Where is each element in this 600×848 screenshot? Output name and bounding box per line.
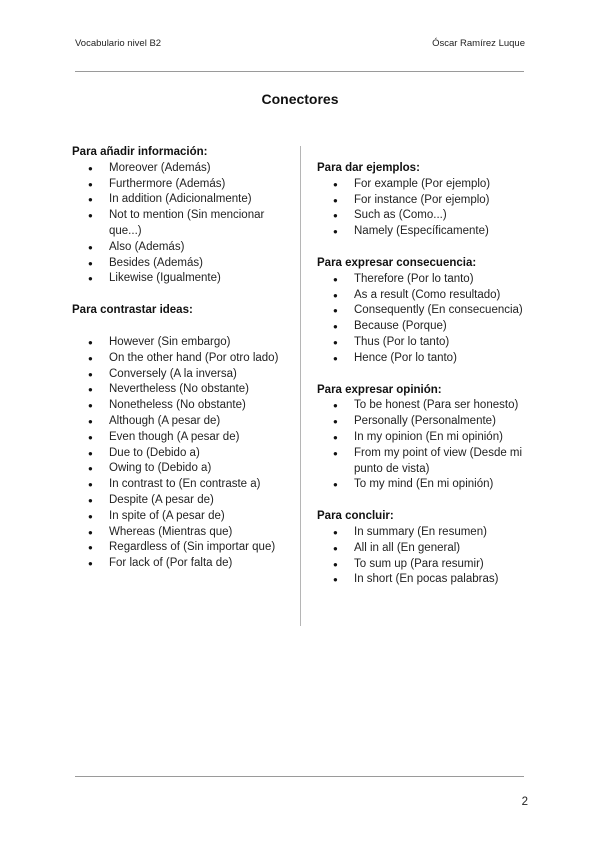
list-item: ● Even though (A pesar de) [72, 430, 287, 446]
list-item: ● Regardless of (Sin importar que) [72, 540, 287, 556]
section-title-adding-info: Para añadir información: [72, 146, 208, 158]
list-item: ● Nevertheless (No obstante) [72, 382, 287, 398]
list-item: ● In my opinion (En mi opinión) [317, 430, 537, 446]
left-column [72, 145, 287, 572]
list-item: ● Owing to (Debido a) [72, 461, 287, 477]
list-item: ● To my mind (En mi opinión) [317, 477, 537, 493]
list-examples [317, 177, 537, 240]
list-conclusion [317, 525, 537, 588]
list-item: ● For lack of (Por falta de) [72, 556, 287, 572]
list-item: ● Furthermore (Además) [72, 177, 287, 193]
list-item: ● In addition (Adicionalmente) [72, 192, 287, 208]
page-title: Conectores [261, 91, 339, 107]
header-left-text: Vocabulario nivel B2 [75, 38, 162, 49]
list-item: ● From my point of view (Desde mi punto de vista) [317, 446, 537, 478]
list-item: ● Likewise (Igualmente) [72, 271, 287, 287]
section-title-contrasting: Para contrastar ideas: [72, 304, 193, 317]
list-item: ● In short (En pocas palabras) [317, 572, 537, 588]
bottom-divider [75, 776, 524, 777]
list-item: ● Also (Además) [72, 240, 287, 256]
list-item: ● Whereas (Mientras que) [72, 525, 287, 541]
list-item: ● As a result (Como resultado) [317, 288, 537, 304]
list-item: ● To be honest (Para ser honesto) [317, 398, 537, 414]
list-item: ● In spite of (A pesar de) [72, 509, 287, 525]
list-item: ● Such as (Como...) [317, 208, 537, 224]
list-item: ● Thus (Por lo tanto) [317, 335, 537, 351]
list-item: ● Besides (Además) [72, 256, 287, 272]
section-title-opinion: Para expresar opinión: [317, 383, 442, 396]
spacer [317, 367, 537, 383]
list-item: ● Hence (Por lo tanto) [317, 351, 537, 367]
list-item: ● All in all (En general) [317, 541, 537, 557]
list-opinion [317, 398, 537, 493]
list-item: ● Therefore (Por lo tanto) [317, 272, 537, 288]
spacer [72, 319, 287, 335]
spacer [317, 240, 537, 256]
list-item: ● Namely (Específicamente) [317, 224, 537, 240]
list-adding-info [72, 161, 287, 287]
list-item: ● In contrast to (En contraste a) [72, 477, 287, 493]
list-item: ● Nonetheless (No obstante) [72, 398, 287, 414]
list-contrasting [72, 335, 287, 572]
list-item: ● Consequently (En consecuencia) [317, 303, 537, 319]
header-right-text: Óscar Ramírez Luque [432, 38, 525, 49]
section-title-conclusion: Para concluir: [317, 510, 394, 523]
list-item: ● Because (Porque) [317, 319, 537, 335]
list-item: ● For example (Por ejemplo) [317, 177, 537, 193]
spacer [72, 287, 287, 303]
list-item: ● For instance (Por ejemplo) [317, 193, 537, 209]
top-divider [75, 71, 524, 72]
list-item: ● To sum up (Para resumir) [317, 557, 537, 573]
list-item: ● In summary (En resumen) [317, 525, 537, 541]
list-item: ● Although (A pesar de) [72, 414, 287, 430]
column-divider [300, 146, 301, 626]
list-item: ● Despite (A pesar de) [72, 493, 287, 509]
page-number: 2 [521, 796, 528, 808]
spacer [317, 493, 537, 509]
section-title-consequence: Para expresar consecuencia: [317, 256, 477, 269]
section-title-examples: Para dar ejemplos: [317, 162, 420, 174]
list-item: ● Moreover (Además) [72, 161, 287, 177]
list-item: ● Personally (Personalmente) [317, 414, 537, 430]
list-item: ● Not to mention (Sin mencionar que...) [72, 208, 287, 240]
list-item: ● On the other hand (Por otro lado) [72, 351, 287, 367]
right-column [317, 161, 537, 588]
list-item: ● However (Sin embargo) [72, 335, 287, 351]
list-item: ● Conversely (A la inversa) [72, 367, 287, 383]
list-consequence [317, 272, 537, 367]
list-item: ● Due to (Debido a) [72, 446, 287, 462]
